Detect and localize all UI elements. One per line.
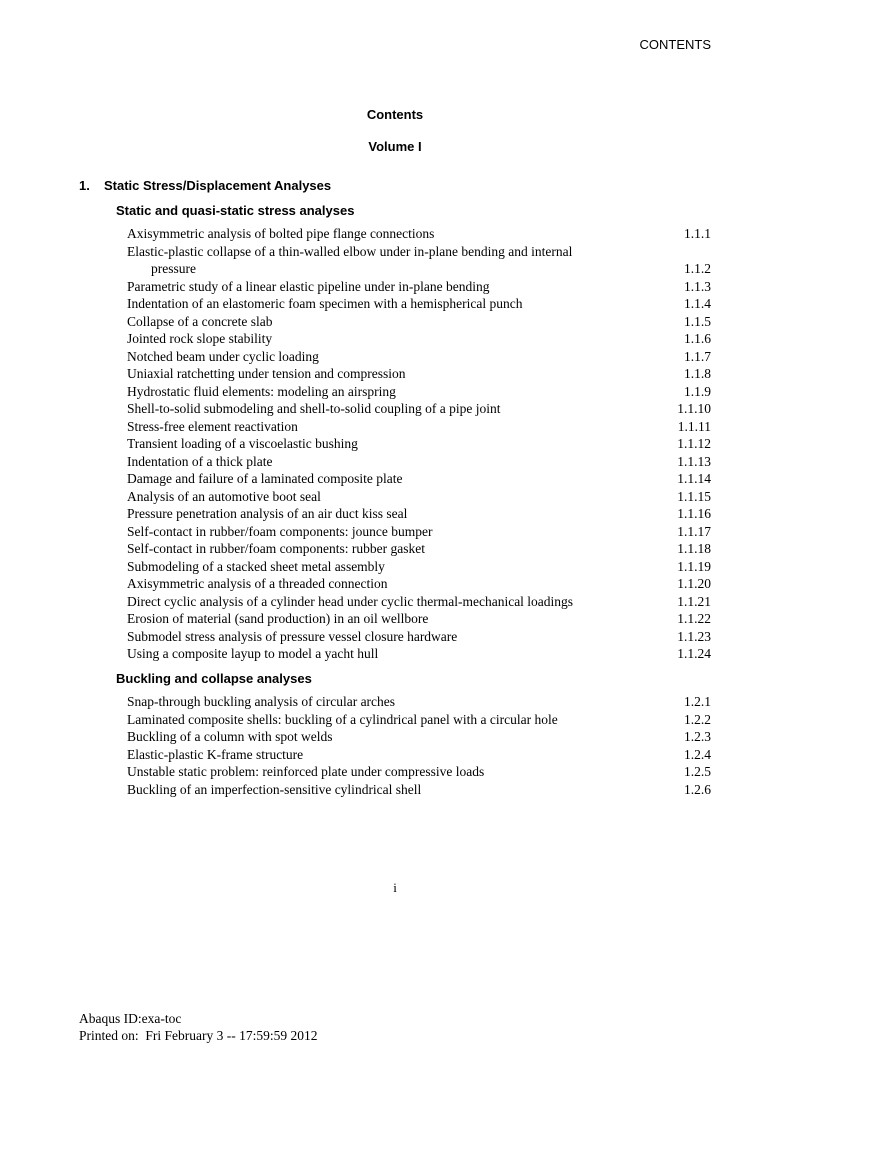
toc-entry[interactable] <box>127 470 711 488</box>
toc-entry-number: 1.1.5 <box>684 313 711 329</box>
toc-entry-title: Unstable static problem: reinforced plate under compressive loads <box>127 764 485 779</box>
toc-entry-number: 1.1.6 <box>684 331 711 346</box>
toc-entry-title: Using a composite layup to model a yacht hull <box>127 646 379 661</box>
toc-entry-number: 1.1.17 <box>677 523 711 539</box>
toc-entry[interactable] <box>127 763 711 781</box>
toc-entry-title: Self-contact in rubber/foam components: rubber gasket <box>127 541 426 556</box>
toc-entry-title: Indentation of a thick plate <box>127 453 273 469</box>
toc-entry-number: 1.2.1 <box>684 694 711 709</box>
toc-entry-number: 1.2.4 <box>684 746 711 762</box>
toc-entry-number: 1.1.7 <box>684 348 711 364</box>
toc-entry-title: Submodeling of a stacked sheet metal assembly <box>127 558 385 574</box>
toc-entry-title: Erosion of material (sand production) in an oil wellbore <box>127 611 429 626</box>
footer-id: Abaqus ID:exa-toc <box>79 1011 182 1026</box>
toc-entry[interactable] <box>127 540 711 558</box>
toc-entry[interactable] <box>127 225 711 243</box>
toc-entry-number: 1.1.23 <box>677 628 711 644</box>
toc-entry-title: Snap-through buckling analysis of circular arches <box>127 694 396 709</box>
toc-entry-number: 1.1.15 <box>677 488 711 504</box>
toc-entry-title: Self-contact in rubber/foam components: jounce bumper <box>127 523 433 539</box>
toc-entry[interactable] <box>127 330 711 348</box>
toc-entry-number: 1.2.3 <box>684 729 711 744</box>
toc-entry-number: 1.1.10 <box>677 401 711 416</box>
toc-entry-title: Uniaxial ratchetting under tension and compression <box>127 366 406 381</box>
toc-entry-number: 1.1.1 <box>684 226 711 241</box>
toc-entry[interactable] <box>127 781 711 799</box>
toc-entry-title: Stress-free element reactivation <box>127 418 298 434</box>
toc-entry-title: Indentation of an elastomeric foam specimen with a hemispherical punch <box>127 296 523 311</box>
toc-entry-number: 1.1.3 <box>684 278 711 294</box>
toc-entry[interactable] <box>127 365 711 383</box>
page-title: Contents <box>366 107 424 122</box>
toc-entry-number: 1.1.8 <box>684 366 711 381</box>
toc-entry-title: Submodel stress analysis of pressure vessel closure hardware <box>127 628 458 644</box>
toc-entry[interactable] <box>127 575 711 593</box>
toc-entry[interactable] <box>127 711 711 729</box>
toc-entry-number: 1.1.16 <box>677 506 711 521</box>
toc-entry-title: Analysis of an automotive boot seal <box>127 488 321 504</box>
toc-list-buckling <box>127 693 711 798</box>
toc-entry[interactable] <box>127 243 711 278</box>
toc-entry-title: Pressure penetration analysis of an air duct kiss seal <box>127 506 408 521</box>
toc-entry-number: 1.2.6 <box>684 781 711 797</box>
toc-entry[interactable] <box>127 453 711 471</box>
toc-entry[interactable] <box>127 610 711 628</box>
toc-entry-title: Elastic-plastic collapse of a thin-walled elbow under in-plane bending and internal <box>127 243 573 259</box>
toc-entry-title: Notched beam under cyclic loading <box>127 348 319 364</box>
toc-entry[interactable] <box>127 313 711 331</box>
toc-entry-title: Hydrostatic fluid elements: modeling an airspring <box>127 383 396 399</box>
toc-entry-number: 1.1.12 <box>677 436 711 451</box>
toc-entry-number: 1.1.13 <box>677 453 711 469</box>
toc-list-static <box>127 225 711 663</box>
toc-entry[interactable] <box>127 523 711 541</box>
toc-entry-title: Buckling of an imperfection-sensitive cylindrical shell <box>127 781 422 797</box>
toc-entry-title: Buckling of a column with spot welds <box>127 729 333 744</box>
section-heading-static: Static and quasi-static stress analyses <box>116 203 355 218</box>
toc-entry-title: Parametric study of a linear elastic pipeline under in-plane bending <box>127 278 490 294</box>
toc-entry[interactable] <box>127 645 711 663</box>
toc-entry-number: 1.1.14 <box>677 471 711 486</box>
toc-entry-title: Axisymmetric analysis of a threaded connection <box>127 576 388 591</box>
toc-entry[interactable] <box>127 348 711 366</box>
toc-entry-number: 1.2.5 <box>684 764 711 779</box>
toc-entry-number: 1.2.2 <box>684 711 711 727</box>
toc-entry-number: 1.1.4 <box>684 296 711 311</box>
toc-entry-title: Damage and failure of a laminated composite plate <box>127 471 403 486</box>
toc-entry[interactable] <box>127 488 711 506</box>
toc-entry[interactable] <box>127 418 711 436</box>
toc-entry[interactable] <box>127 383 711 401</box>
volume-title: Volume I <box>368 139 422 154</box>
toc-entry-title: Direct cyclic analysis of a cylinder head under cyclic thermal-mechanical loadings <box>127 593 574 609</box>
toc-entry-title: Axisymmetric analysis of bolted pipe flange connections <box>127 226 435 241</box>
toc-entry-title: Shell-to-solid submodeling and shell-to-solid coupling of a pipe joint <box>127 401 501 416</box>
chapter-heading <box>79 178 331 193</box>
section-heading-buckling: Buckling and collapse analyses <box>116 671 312 686</box>
toc-entry[interactable] <box>127 746 711 764</box>
toc-entry-number: 1.1.22 <box>677 611 711 626</box>
toc-entry-number: 1.1.21 <box>677 593 711 609</box>
toc-entry[interactable] <box>127 400 711 418</box>
toc-entry-number: 1.1.2 <box>684 261 711 276</box>
toc-entry-number: 1.1.9 <box>684 383 711 399</box>
toc-entry-number: 1.1.18 <box>677 541 711 556</box>
toc-entry-title: Laminated composite shells: buckling of a cylindrical panel with a circular hole <box>127 711 558 727</box>
toc-entry[interactable] <box>127 558 711 576</box>
toc-entry[interactable] <box>127 505 711 523</box>
toc-entry-title: Transient loading of a viscoelastic bushing <box>127 436 358 451</box>
footer-printed-on: Printed on: Fri February 3 -- 17:59:59 2012 <box>79 1028 318 1043</box>
toc-entry-title: Jointed rock slope stability <box>127 331 273 346</box>
toc-entry[interactable] <box>127 295 711 313</box>
toc-entry-number: 1.1.20 <box>677 576 711 591</box>
toc-entry-number: 1.1.24 <box>677 646 711 661</box>
page-number: i <box>393 880 397 895</box>
footer <box>79 1010 317 1044</box>
toc-entry-title: Collapse of a concrete slab <box>127 313 273 329</box>
chapter-number: 1. <box>79 178 90 193</box>
toc-entry[interactable] <box>127 278 711 296</box>
chapter-title: Static Stress/Displacement Analyses <box>104 178 332 193</box>
toc-entry-number: 1.1.19 <box>677 558 711 574</box>
running-head: CONTENTS <box>639 37 711 52</box>
toc-entry-number: 1.1.11 <box>677 418 711 434</box>
toc-entry[interactable] <box>127 728 711 746</box>
toc-entry[interactable] <box>127 693 711 711</box>
toc-entry-title-continued: pressure <box>151 261 196 276</box>
toc-entry[interactable] <box>127 628 711 646</box>
toc-entry[interactable] <box>127 435 711 453</box>
toc-entry[interactable] <box>127 593 711 611</box>
toc-entry-title: Elastic-plastic K-frame structure <box>127 746 304 762</box>
